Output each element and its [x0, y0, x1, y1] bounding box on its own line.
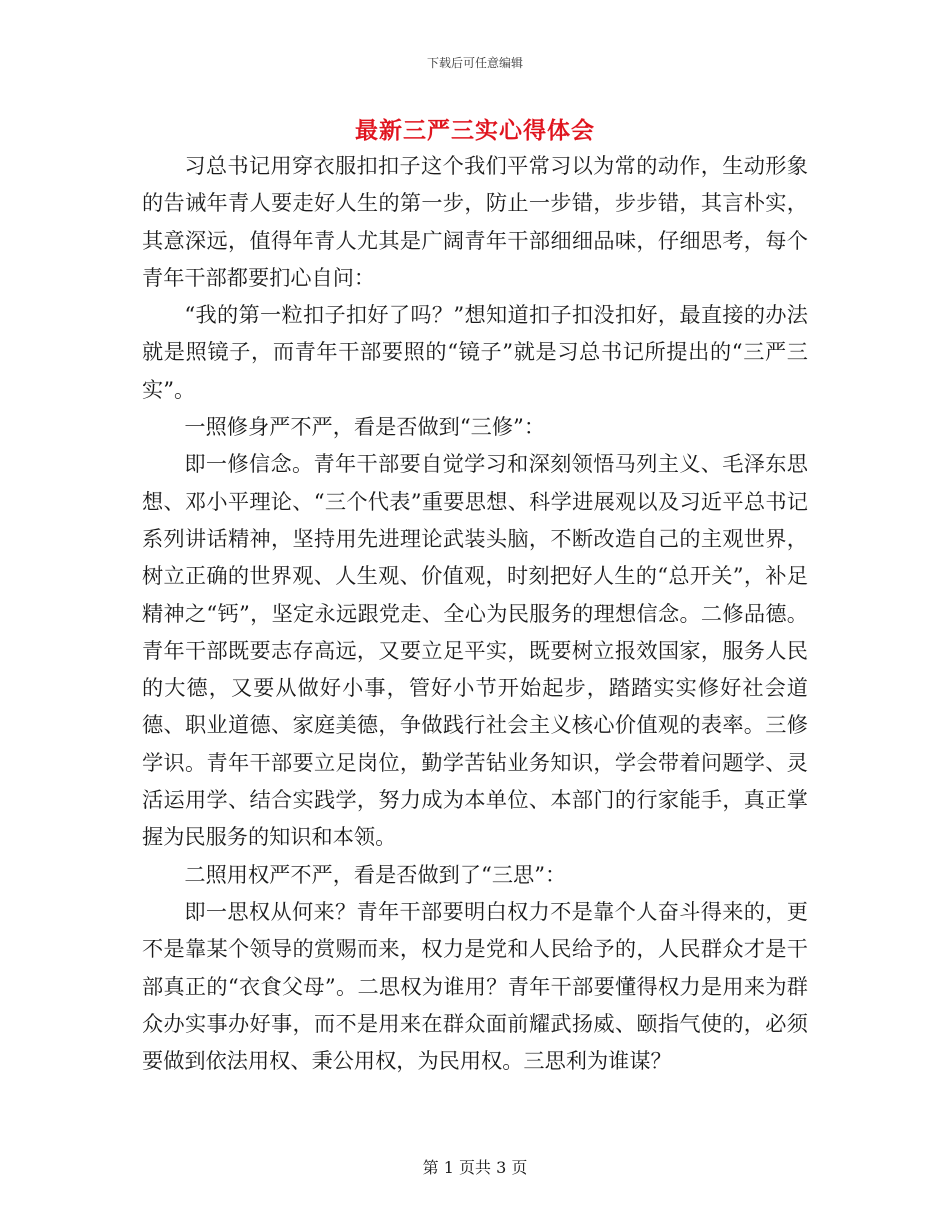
document-body — [142, 147, 808, 1079]
page-number: 第 1 页共 3 页 — [422, 1158, 528, 1177]
paragraph-heading-self-cultivation: 一照修身严不严，看是否做到“三修”： — [184, 414, 546, 440]
document-title: 最新三严三实心得体会 — [355, 117, 595, 144]
header-note: 下载后可任意编辑 — [426, 56, 523, 70]
paragraph-three-reflections: 即一思权从何来？青年干部要明白权力不是靠个人奋斗得来的，更不是靠某个领导的赏赐而来，权力是党和人民给予的，人民群众才是干部真正的“衣食父母”。二思权为谁用？青年干部要懂得权力是用来为群众办实事办好事，而不是用来在群众面前耀武扬威、颐指气使的，必须要做到依法用权、秉公用权，为民用权。三思利为谁谋？ — [142, 898, 808, 1074]
paragraph-first-button: “我的第一粒扣子扣好了吗？”想知道扣子扣没扣好，最直接的办法就是照镜子，而青年干部要照的“镜子”就是习总书记所提出的“三严三实”。 — [142, 302, 808, 402]
paragraph-intro: 习总书记用穿衣服扣扣子这个我们平常习以为常的动作，生动形象的告诫年青人要走好人生的第一步，防止一步错，步步错，其言朴实，其意深远，值得年青人尤其是广阔青年干部细细品味，仔细思考，每个青年干部都要扪心自问： — [142, 153, 808, 290]
paragraph-heading-power: 二照用权严不严，看是否做到了“三思”： — [184, 861, 567, 887]
paragraph-three-cultivations: 即一修信念。青年干部要自觉学习和深刻领悟马列主义、毛泽东思想、邓小平理论、“三个代表”重要思想、科学进展观以及习近平总书记系列讲话精神，坚持用先进理论武装头脑，不断改造自己的主观世界，树立正确的世界观、人生观、价值观，时刻把好人生的“总开关”，补足精神之“钙”，坚定永远跟党走、全心为民服务的理想信念。二修品德。青年干部既要志存高远，又要立足平实，既要树立报效国家，服务人民的大德，又要从做好小事，管好小节开始起步，踏踏实实修好社会道德、职业道德、家庭美德，争做践行社会主义核心价值观的表率。三修学识。青年干部要立足岗位，勤学苦钻业务知识，学会带着问题学、灵活运用学、结合实践学，努力成为本单位、本部门的行家能手，真正掌握为民服务的知识和本领。 — [142, 451, 808, 850]
